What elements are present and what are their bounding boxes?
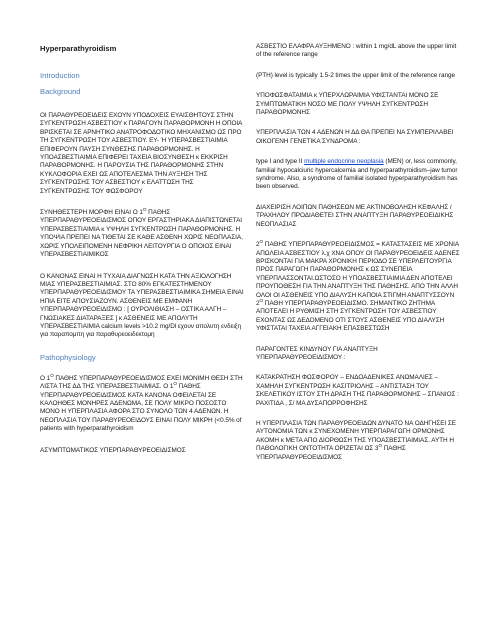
paragraph-asymptomatic: ΑΣΥΜΠΤΩΜΑΤΙΚΟΣ ΥΠΕΡΠΑΡΑΘΥΡΕΟΕΙΔΙΣΜΟΣ [40,446,186,454]
heading-introduction: Introduction [40,71,80,80]
paragraph-hypophosphatemia: ΥΠΟΦΩΣΦΑΤΑΙΜΙΑ κ ΥΠΕΡΧΛΩΡΑΙΜΙΑ ΥΦΙΣΤΑΝΤΑΙ ΜΟΝΟ ΣΕ ΣΥΜΠΤΩΜΑΤΙΚΗ ΝΟΣΟ ΜΕ ΠΟΛΥ ΥΨΗΛΗ ΣΥΓΚΕΝΤΡΩΣΗ ΠΑΡΑΘΟΡΜΟΝΗΣ [256,92,439,117]
paragraph-secondary: $2^O$ ΠΑΘΗΣ ΥΠΕΡΠΑΡΑΘΥΡΕΟΕΙΔΙΣΜΟΣ = ΚΑΤΑΣΤΑΣΕΙΣ ΜΕ ΧΡΟΝΙΑ ΑΠΩΛΕΙΑ ΑΣΒΕΣΤΙΟΥ λ.χ ΧΝΑ ΟΠΟΥ ΟΙ ΠΑΡΑΘΥΡΕΟΕΙΔΕΙΣ ΑΔΕΝΕΣ ΒΡΙΣΚΟΝΤΑΙ ΓΙΑ ΜΑΚΡΑ ΧΡΟΝΙΚΗ ΠΕΡΙΟΔΟ ΣΕ ΥΠΕΡΛΕΙΤΟΥΡΓΙΑ ΠΡΟΣ ΠΑΡΑΓΩΓΗ ΠΑΡΑΘΟΡΜΟΝΗΣ κ ΩΣ ΣΥΝΕΠΕΙΑ ΥΠΕΡΠΛΑΣΣΟΝΤΑΙ.ΩΣΤΟΣΟ Η ΥΠΟΑΣΒΕΣΤΙΑΙΜΙΑ ΔΕΝ ΑΠΟΤΕΛΕΙ ΠΡΟΥΠΟΘΕΣΗ ΓΙΑ ΤΗΝ ΑΝΑΠΤΥΞΗ ΤΗΣ ΠΑΘΗΣΗΣ. ΑΠΟ ΤΗΝ ΑΛΛΗ ΟΛΟΙ ΟΙ ΑΣΘΕΝΕΙΣ ΥΠΟ ΔΙΑΛΥΣΗ ΚΑΠΟΙΑ ΣΤΙΓΜΗ ΑΝΑΠΤΥΣΣΟΥΝ $2^O$ ΠΑΘΗ ΥΠΕΡΠΑΡΑΘΥΡΕΟΕΙΔΙΣΜΟ. ΣΗΜΑΝΤΙΚΟ ΖΗΤΗΜΑ ΑΠΟΤΕΛΕΙ Η ΡΥΘΜΙΣΗ ΣΤΗ ΣΥΓΚΕΝΤΡΩΣΗ ΤΟΥ ΑΣΒΕΣΤΙΟΥ ΕΧΟΝΤΑΣ ΩΣ ΔΕΔΟΜΕΝΟ ΟΤΙ ΣΤΟΥΣ ΑΣΘΕΝΕΙΣ ΥΠΟ ΔΙΑΛΥΣΗ ΥΦΙΣΤΑΤΑΙ ΤΑΧΕΙΑ ΑΓΓΕΙΑΚΗ ΕΠΑΣΒΕΣΤΩΣΗ [256,238,460,333]
men-link[interactable]: multiple endocrine neoplasia [304,158,384,166]
paragraph-pth-level: (PTH) level is typically 1.5-2 times the upper limit of the reference range [256,71,456,79]
left-column [40,40,244,455]
heading-background: Background [40,87,81,96]
paragraph-risk-list: ΚΑΤΑΚΡΑΤΗΣΗ ΦΩΣΦΟΡΟΥ – ΕΝΔΟΑΔΕΝΙΚΕΣ ΑΝΩΜΑΛΙΕΣ – ΧΑΜΗΛΗ ΣΥΓΚΕΝΤΡΩΣΗ ΚΑΣΙΤΡΙΟΛΗΣ – ΑΝΤΙΣΤΑΣΗ ΤΟΥ ΣΚΕΛΕΤΙΚΟΥ ΙΣΤΟΥ ΣΤΗ ΔΡΑΣΗ ΤΗΣ ΠΑΡΑΘΟΡΜΟΝΗΣ – ΣΠΑΝΙΟΣ : ΡΑΧΙΤΙΔΑ , Σ/ ΜΑ ΔΥΣΑΠΟΡΡΟΦΗΣΗΣ [256,374,459,407]
paragraph-pathophysiology: Ο $1^O$ ΠΑΘΗΣ ΥΠΕΡΠΑΡΑΘΥΡΕΟΕΙΔΙΣΜΟΣ ΕΧΕΙ ΜΟΝΙΜΗ ΘΕΣΗ ΣΤΗ ΛΙΣΤΑ ΤΗΣ ΔΔ ΤΗΣ ΥΠΕΡΑΣΒΕΣΤΙΑΙΜΙΑΣ. Ο $1^O$ ΠΑΘΗΣ ΥΠΕΡΠΑΡΑΘΥΡΕΟΕΙΔΙΣΜΟΣ ΚΑΤΑ ΚΑΝΟΝΑ ΟΦΕΙΛΕΤΑΙ ΣΕ ΚΑΛΟΗΘΕΣ ΜΟΝΗΡΕΣ ΑΔΕΝΩΜΑ, ΣΕ ΠΟΛΥ ΜΙΚΡΟ ΠΟΣΟΣΤΟ ΜΟΝΟ Η ΥΠΕΡΠΛΑΣΙΑ ΑΦΟΡΑ ΣΤΟ ΣΥΝΟΛΟ ΤΩΝ 4 ΑΔΕΝΩΝ. Η ΝΕΟΠΛΑΣΙΑ ΤΟΥ ΠΑΡΑΘΥΡΕΟΕΙΔΟΥΣ ΕΙΝΑΙ ΠΟΛΥ ΜΙΚΡΗ (<0.5% of patients with hyperparathyroidism [40,372,243,433]
paragraph-parathyroid-receptors: ΟΙ ΠΑΡΑΘΥΡΕΟΕΙΔΕΙΣ ΕΧΟΥΝ ΥΠΟΔΟΧΕΙΣ ΕΥΑΙΣΘΗΤΟΥΣ ΣΤΗΝ ΣΥΓΚΕΝΤΡΩΣΗ ΑΣΒΕΣΤΙΟΥ κ ΠΑΡΑΓΟΥΝ ΠΑΡΑΘΟΡΜΟΝΗ Η ΟΠΟΙΑ ΒΡΙΣΚΕΤΑΙ ΣΕ ΑΡΝΗΤΙΚΟ ΑΝΑΤΡΟΦΟΔΟΤΙΚΟ ΜΗΧΑΝΙΣΜΟ ΩΣ ΠΡΟ ΤΗ ΣΥΓΚΕΝΤΡΩΣΗ ΤΟΥ ΑΣΒΕΣΤΙΟΥ. ΕΥ- Ή ΥΠΕΡΑΣΒΕΣΤΙΑΙΜΙΑ ΕΠΙΦΕΡΟΥΝ ΠΑΥΣΗ ΣΥΝΘΕΣΗΣ ΠΑΡΑΘΟΡΜΟΝΗΣ. Η ΥΠΟΑΣΒΕΣΤΙΑΙΜΙΑ ΕΠΙΦΕΡΕΙ ΤΑΧΕΙΑ ΒΙΟΣΥΝΘΕΣΗ κ ΕΚΚΡΙΣΗ ΠΑΡΑΘΟΡΜΟΝΗΣ. Η ΠΑΡΟΥΣΙΑ ΤΗΣ ΠΑΡΑΘΟΡΜΟΝΗΣ ΣΤΗΝ ΚΥΚΛΟΦΟΡΙΑ ΕΧΕΙ ΩΣ ΑΠΟΤΕΛΕΣΜΑ ΤΗΝ ΑΥΞΗΣΗ ΤΗΣ ΣΥΓΚΕΝΤΡΩΣΗΣ ΤΟΥ ΑΣΒΕΣΤΙΟΥ κ ΕΛΑΤΤΩΣΗ ΤΗΣ ΣΥΓΚΕΝΤΡΩΣΗΣ ΤΟΥ ΦΩΣΦΟΡΟΥ [40,112,243,195]
right-column [256,40,460,462]
paragraph-risk-factors: ΠΑΡΑΓΟΝΤΕΣ ΚΙΝΔΥΝΟΥ ΓΙΑ ΑΝΑΠΤΥΞΗ ΥΠΕΡΠΑΡΑΘΥΡΕΟΕΙΔΙΣΜΟΥ : [256,345,378,361]
heading-pathophysiology: Pathophysiology [40,352,96,362]
paragraph-radiation: ΔΙΑΧΕΙΡΙΣΗ ΛΟΙΠΩΝ ΠΑΘΗΣΕΩΝ ΜΕ ΑΚΤΙΝΟΒΟΛΗΣΗ ΚΕΦΑΛΗΣ / ΤΡΑΧΗΛΟΥ ΠΡΟΔΙΑΘΕΤΕΙ ΣΤΗΝ ΑΝΑΠΤΥΞΗ ΠΑΡΑΘΥΡΕΟΕΙΔΙΚΗΣ ΝΕΟΠΛΑΣΙΑΣ [256,203,454,228]
paragraph-hyperplasia-syndromes: ΥΠΕΡΠΛΑΣΙΑ ΤΩΝ 4 ΑΔΕΝΩΝ Η ΔΔ ΘΑ ΠΡΕΠΕΙ ΝΑ ΣΥΜΠΕΡΙΛΑΒΕΙ ΟΙΚΟΓΕΝΗ ΓΕΝΕΤΙΚΑ ΣΥΝΔΡΟΜΑ : [256,129,454,145]
paragraph-incidental-diagnosis: Ο ΚΑΝΟΝΑΣ ΕΙΝΑΙ Η ΤΥΧΑΙΑ ΔΙΑΓΝΩΣΗ ΚΑΤΑ ΤΗΝ ΑΞΙΟΛΟΓΗΣΗ ΜΙΑΣ ΥΠΕΡΑΣΒΕΣΤΙΑΙΜΙΑΣ. ΣΤΟ 80% ΕΓΚΑΤΕΣΤΗΜΕΝΟΥ ΥΠΕΡΠΑΡΑΘΥΡΕΟΕΙΔΙΣΜΟΥ ΤΑ ΥΠΕΡΑΣΒΕΣΤΙΑΙΜΙΚΑ ΣΗΜΕΙΑ ΕΙΝΑΙ ΗΠΙΑ ΕΙΤΕ ΑΠΟΥΣΙΑΖΟΥΝ. ΑΣΘΕΝΕΙΣ ΜΕ ΕΜΦΑΝΗ ΥΠΕΡΠΑΡΑΘΥΡΕΟΕΙΔΙΣΜΟ : [ ΟΥΡΟΛΙΘΙΑΣΗ – ΟΣΤΙΚΑ ΑΛΓΗ – ΓΝΩΣΙΑΚΕΣ ΔΙΑΤΑΡΑΞΕΣ ] κ ΑΣΘΕΝΕΙΣ ΜΕ ΑΠΟΛΥΤΗ ΥΠΕΡΑΣΒΕΣΤΙΑΙΜΙΑ calcium levels >10.2 mg/Dl εχουν απολυτη ενδειξη για παραπομπη για παραθυρεοειδεκτομη [40,272,244,339]
document-title: Hyperparathyroidism [40,44,117,53]
paragraph-calcium-elevated: ΑΣΒΕΣΤΙΟ ΕΛΑΦΡΑ ΑΥΞΗΜΕΝΟ : within 1 mg/dL above the upper limit of the reference range [256,43,457,59]
paragraph-tertiary: Η ΥΠΕΡΠΛΑΣΙΑ ΤΩΝ ΠΑΡΑΘΥΡΕΟΕΙΔΩΝ ΔΥΝΑΤΟ ΝΑ ΟΔΗΓΗΣΕΙ ΣΕ ΑΥΤΟΝΟΜΙΑ ΤΩΝ κ ΣΥΝΕΧΟΜΕΝΗ ΥΠΕΡΠΑΡΑΓΩΓΗ ΟΡΜΟΝΗΣ ΑΚΟΜΗ κ ΜΕΤΑ ΑΠΟ ΔΙΟΡΘΩΣΗ ΤΗΣ ΥΠΟΑΣΒΕΣΤΙΑΙΜΙΑΣ. ΑΥΤΗ Η ΠΑΘΟΛΟΓΙΚΗ ΟΝΤΟΤΗΤΑ ΟΡΙΖΕΤΑΙ ΩΣ $3^O$ ΠΑΘΗΣ ΥΠΕΡΠΑΡΑΘΥΡΕΟΕΙΔΙΣΜΟΣ [256,420,456,461]
paragraph-men-types: type I and type II multiple endocrine neoplasia (MEN) or, less commonly, familial hypocalciuric hypercalcemia and hyperparathyroidism–jaw tumor syndrome. Also, a syndrome of familial isolated hyperparathyroidism has been observed. [256,158,458,191]
paragraph-primary-form: ΣΥΝΗΘΕΣΤΕΡΗ ΜΟΡΦΗ ΕΙΝΑΙ Ο $1^O$ ΠΑΘΗΣ ΥΠΕΡΠΑΡΑΘΥΡΕΟΕΙΔΙΣΜΟΣ ΟΠΟΥ ΕΡΓΑΣΤΗΡΙΑΚΑ ΔΙΑΠΙΣΤΩΝΕΤΑΙ ΥΠΕΡΑΣΒΕΣΤΙΑΙΜΙΑ κ ΥΨΗΛΗ ΣΥΓΚΕΝΤΡΩΣΗ ΠΑΡΑΘΟΡΜΟΝΗΣ. Η ΥΠΟΨΙΑ ΠΡΕΠΕΙ ΝΑ ΤΙΘΕΤΑΙ ΣΕ ΚΑΘΕ ΑΣΘΕΝΗ ΧΩΡΙΣ ΝΕΟΠΛΑΣΙΑ, ΧΩΡΙΣ ΥΠΟΛΕΙΠΟΜΕΝΗ ΝΕΦΡΙΚΗ ΛΕΙΤΟΥΡΓΙΑ Ο ΟΠΟΙΟΣ ΕΙΝΑΙ ΥΠΕΡΑΣΒΕΣΤΙΑΙΜΙΚΟΣ [40,206,243,259]
